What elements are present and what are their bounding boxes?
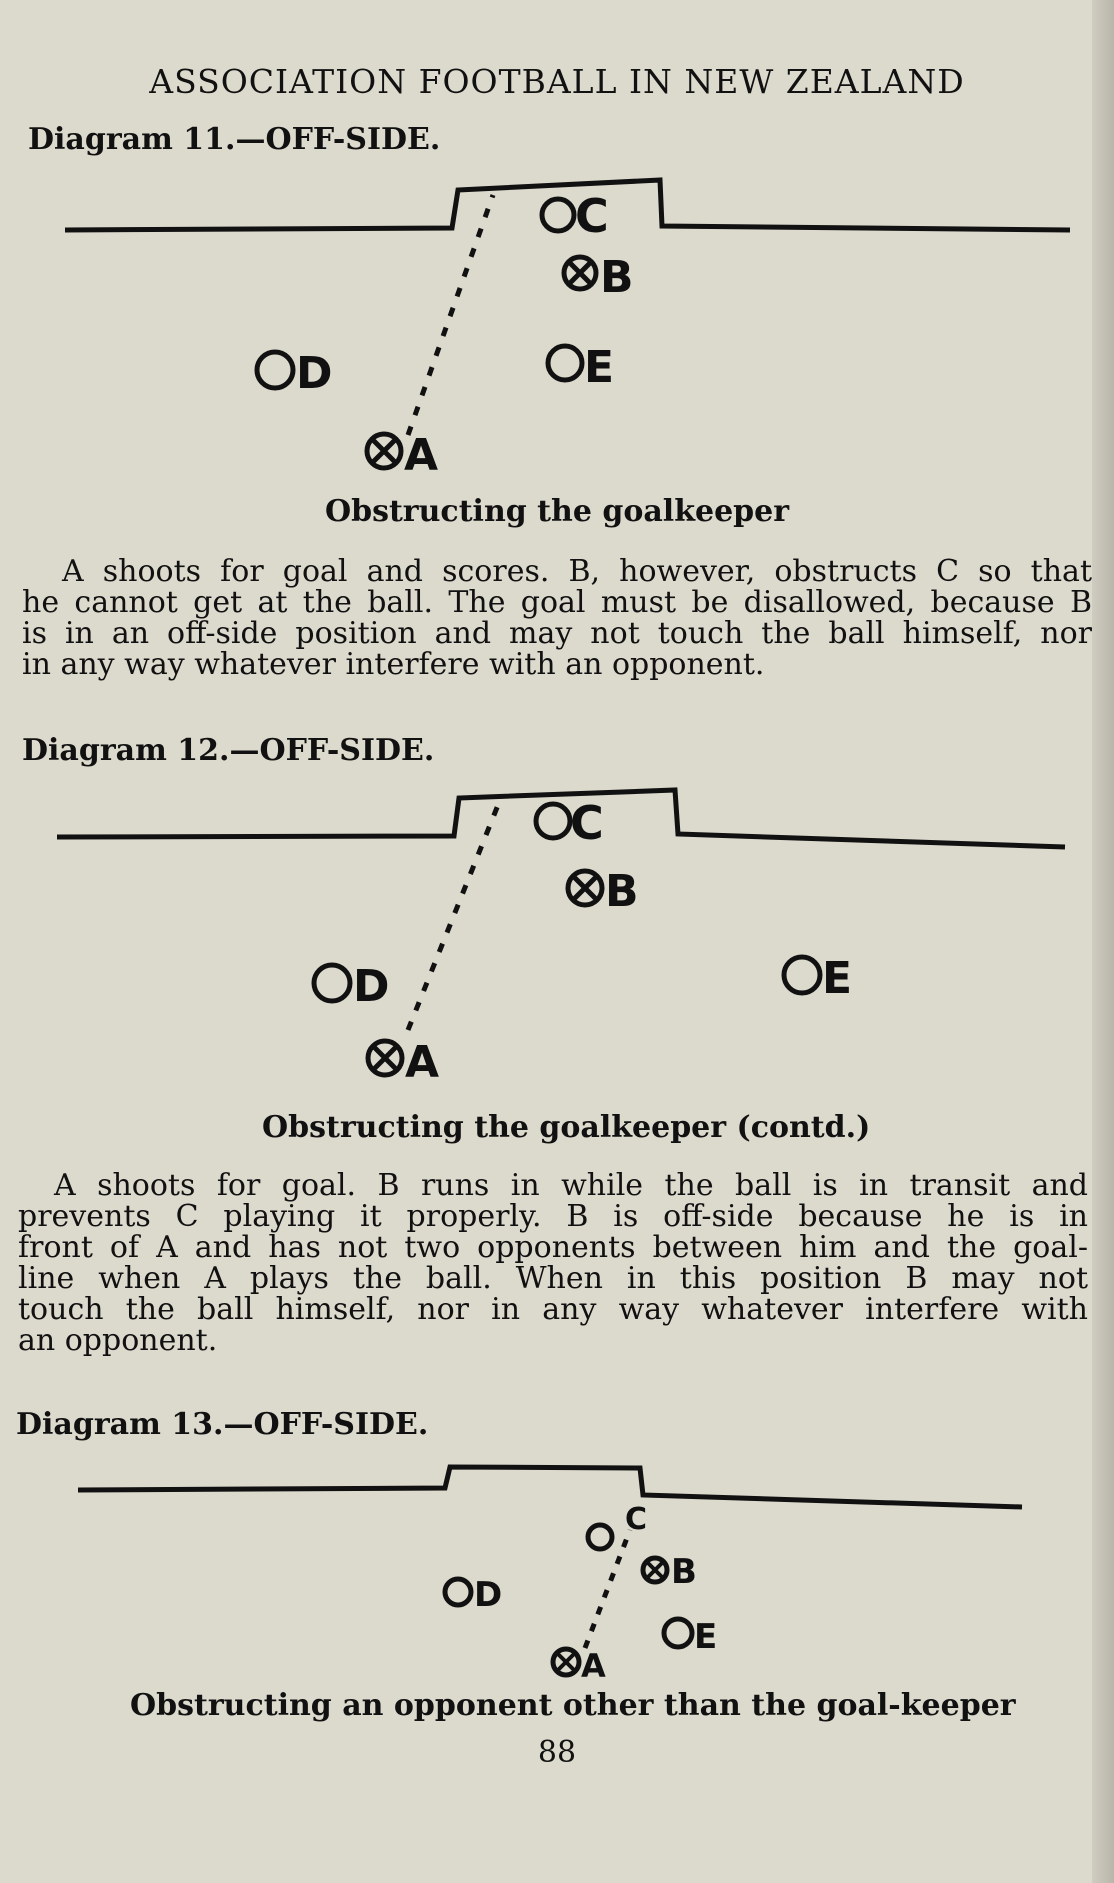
player-e-label: E xyxy=(584,342,615,393)
player-d-circle xyxy=(257,352,293,388)
text-line: A shoots for goal and scores. B, however, obstructs C so that xyxy=(62,554,1092,589)
diagram-12-caption: Obstructing the goalkeeper (contd.) xyxy=(262,1110,871,1145)
text-line: touch the ball himself, nor in any way whatever interfere with xyxy=(18,1292,1088,1327)
player-d-label: D xyxy=(296,348,333,399)
player-d-circle xyxy=(314,965,350,1001)
player-b-label: B xyxy=(600,252,634,303)
text-line: A shoots for goal. B runs in while the ball is in transit and xyxy=(54,1168,1088,1203)
player-c-label: C xyxy=(575,189,609,243)
diagram-13-title: Diagram 13.—OFF-SIDE. xyxy=(16,1407,429,1442)
player-b-label: B xyxy=(605,866,639,917)
page-edge xyxy=(1092,0,1114,1883)
running-head: ASSOCIATION FOOTBALL IN NEW ZEALAND xyxy=(149,62,965,101)
player-a-label: A xyxy=(405,1037,440,1088)
diagram-11-title: Diagram 11.—OFF-SIDE. xyxy=(28,122,441,157)
player-e-label: E xyxy=(694,1617,718,1657)
goal-line xyxy=(78,1467,1022,1507)
player-c-circle xyxy=(542,199,574,231)
diagram-11-text xyxy=(22,556,1092,680)
player-e-circle xyxy=(548,346,582,380)
player-d-label: D xyxy=(474,1575,503,1615)
text-line: in any way whatever interfere with an opponent. xyxy=(22,647,765,682)
player-c-label: C xyxy=(625,1502,648,1537)
player-d-circle xyxy=(445,1579,471,1605)
player-c-circle xyxy=(536,804,570,838)
player-d-label: D xyxy=(353,961,390,1012)
diagram-13-caption: Obstructing an opponent other than the goal-keeper xyxy=(130,1688,1016,1723)
player-e-circle xyxy=(664,1619,692,1647)
player-a-label: A xyxy=(581,1647,606,1685)
player-c-label: C xyxy=(570,796,604,850)
text-line: is in an off-side position and may not touch the ball himself, nor xyxy=(22,616,1092,651)
diagram-12 xyxy=(0,780,1114,1120)
player-c-circle xyxy=(588,1525,612,1549)
text-line: line when A plays the ball. When in this position B may not xyxy=(18,1261,1088,1296)
text-line: prevents C playing it properly. B is off-side because he is in xyxy=(18,1199,1088,1234)
player-a-label: A xyxy=(404,430,439,481)
diagram-11-caption: Obstructing the goalkeeper xyxy=(324,494,790,529)
ball-path xyxy=(408,195,493,435)
diagram-13 xyxy=(0,1455,1114,1695)
diagram-11 xyxy=(0,160,1114,520)
diagram-12-text xyxy=(18,1170,1088,1356)
text-line: front of A and has not two opponents between him and the goal- xyxy=(18,1230,1088,1265)
player-b-label: B xyxy=(671,1552,697,1592)
text-line: he cannot get at the ball. The goal must be disallowed, because B xyxy=(22,585,1092,620)
player-e-circle xyxy=(784,957,820,993)
diagram-12-title: Diagram 12.—OFF-SIDE. xyxy=(22,733,435,768)
player-e-label: E xyxy=(822,953,853,1004)
ball-path xyxy=(408,805,498,1030)
page-number: 88 xyxy=(537,1735,577,1770)
text-line: an opponent. xyxy=(18,1323,218,1358)
